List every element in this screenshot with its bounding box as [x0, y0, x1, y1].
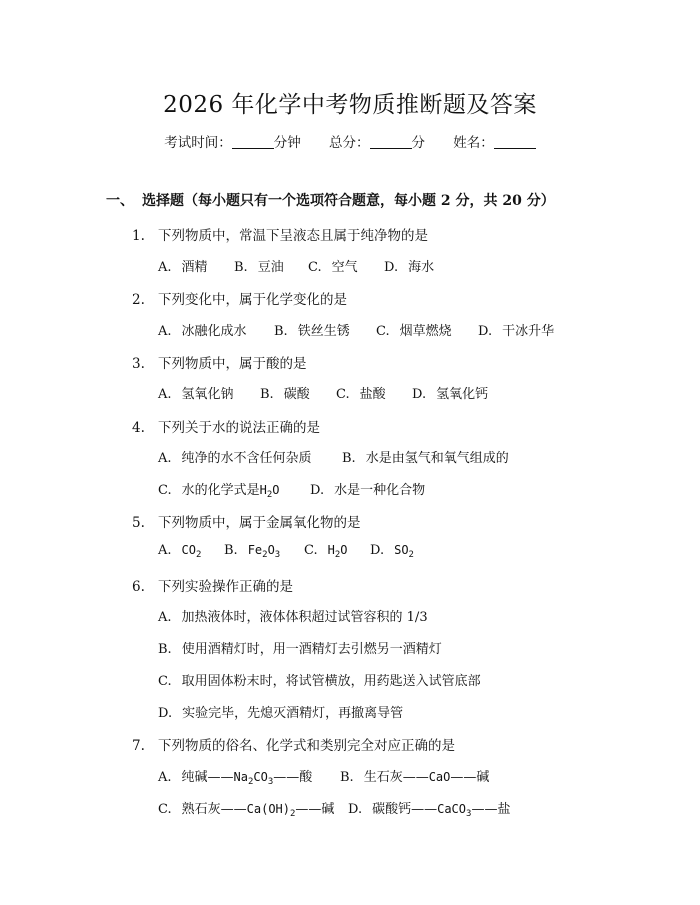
option-text: 干冰升华 [502, 324, 555, 339]
option-text: 烟草燃烧 [399, 324, 452, 339]
chemical-formula [327, 543, 348, 560]
question-number: 5. [132, 515, 145, 531]
formula-part: Fe [247, 543, 263, 557]
answer-option[interactable] [308, 256, 358, 275]
formula-part: H [327, 543, 335, 557]
chemical-formula [259, 483, 280, 500]
answer-option[interactable] [224, 543, 280, 558]
question-text: 下列实验操作正确的是 [158, 579, 293, 595]
answer-option[interactable] [158, 638, 442, 657]
option-suffix: ——碱 [295, 802, 335, 817]
option-letter: A. [158, 543, 172, 558]
exam-time-label: 考试时间： [164, 135, 232, 151]
option-text: 盐酸 [359, 387, 386, 402]
answer-option[interactable] [158, 383, 234, 402]
formula-part: SO [394, 543, 409, 557]
question-number: 1. [132, 228, 145, 244]
question-text: 下列物质中，属于金属氧化物的是 [158, 515, 361, 531]
option-text: 水是由氢气和氧气组成的 [365, 451, 509, 466]
option-letter: A. [158, 387, 172, 402]
option-letter: B. [234, 260, 248, 275]
option-letter: A. [158, 451, 172, 466]
formula-part: Na [233, 770, 248, 784]
option-text: 使用酒精灯时，用一酒精灯去引燃另一酒精灯 [181, 642, 442, 657]
formula-subscript: 2 [195, 550, 202, 560]
formula-part: Ca(OH) [246, 802, 290, 816]
section-heading [106, 190, 555, 210]
formula-subscript: 2 [290, 809, 296, 819]
answer-option[interactable] [384, 256, 434, 275]
question-stem [132, 352, 307, 372]
formula-subscript: 2 [266, 490, 273, 500]
option-letter: A. [158, 260, 172, 275]
formula-part: O [272, 483, 280, 497]
option-text: 空气 [331, 260, 358, 275]
answer-option[interactable] [304, 543, 348, 558]
answer-option[interactable] [370, 543, 414, 558]
chemical-formula [181, 543, 202, 560]
exam-time-field [164, 131, 301, 151]
option-letter: D. [412, 387, 427, 402]
option-letter: B. [342, 451, 356, 466]
option-text: 碳酸钙—— [372, 802, 438, 817]
formula-part: CO [253, 770, 268, 784]
option-text: 氢氧化钠 [181, 387, 234, 402]
chemical-formula [429, 770, 451, 784]
question-number: 6. [132, 579, 145, 595]
option-letter: C. [158, 802, 172, 817]
option-text: 纯碱—— [181, 770, 234, 785]
student-name-field [453, 131, 536, 151]
option-text: 冰融化成水 [181, 324, 247, 339]
answer-option[interactable] [412, 383, 488, 402]
answer-option[interactable] [158, 256, 208, 275]
chemical-formula [247, 543, 281, 560]
answer-option[interactable] [158, 606, 428, 625]
answer-option[interactable] [158, 766, 312, 785]
option-text: 熟石灰—— [181, 802, 247, 817]
formula-subscript: 2 [248, 777, 254, 787]
formula-subscript: 2 [262, 550, 268, 560]
option-text: 取用固体粉末时，将试管横放，用药匙送入试管底部 [181, 674, 481, 689]
total-score-unit: 分 [411, 135, 425, 151]
question-stem [132, 416, 320, 436]
option-text: 实验完毕，先熄灭酒精灯，再撤离导管 [182, 706, 404, 721]
option-text: 生石灰—— [363, 770, 429, 785]
answer-option[interactable] [158, 479, 280, 498]
option-letter: B. [340, 770, 354, 785]
exam-time-blank[interactable] [232, 136, 274, 149]
option-text: 铁丝生锈 [297, 324, 350, 339]
question-number: 2. [132, 292, 145, 308]
answer-option[interactable] [158, 702, 403, 721]
formula-subscript: 3 [274, 550, 281, 560]
chemical-formula [437, 802, 472, 819]
question-text: 下列变化中，属于化学变化的是 [158, 292, 347, 308]
answer-option[interactable] [340, 766, 489, 785]
answer-option[interactable] [342, 447, 509, 466]
option-text: 纯净的水不含任何杂质 [181, 451, 312, 466]
answer-option[interactable] [158, 320, 247, 339]
option-suffix: ——碱 [450, 770, 490, 785]
chemical-formula [246, 802, 296, 819]
formula-part: CaCO [437, 802, 467, 816]
option-letter: A. [158, 770, 172, 785]
answer-option[interactable] [348, 798, 510, 817]
option-suffix: ——酸 [273, 770, 313, 785]
option-letter: B. [274, 324, 288, 339]
option-letter: C. [158, 483, 172, 498]
question-number: 3. [132, 356, 145, 372]
answer-option[interactable] [234, 256, 284, 275]
option-letter: D. [478, 324, 493, 339]
answer-option[interactable] [336, 383, 386, 402]
formula-part: O [267, 543, 275, 557]
formula-part: O [340, 543, 348, 557]
option-letter: A. [158, 324, 172, 339]
option-letter: B. [224, 543, 238, 558]
option-letter: D. [384, 260, 399, 275]
option-text: 水的化学式是 [181, 483, 260, 498]
chemical-formula [233, 770, 274, 787]
answer-option[interactable] [260, 383, 310, 402]
page-title: 2026 年化学中考物质推断题及答案 [163, 92, 537, 118]
option-text: 豆油 [257, 260, 284, 275]
option-text: 酒精 [181, 260, 208, 275]
option-letter: D. [158, 706, 173, 721]
total-score-label: 总分： [329, 135, 370, 151]
question-number: 7. [132, 738, 145, 754]
formula-part: CO [181, 543, 196, 557]
option-letter: B. [158, 642, 172, 657]
section-text: 选择题（每小题只有一个选项符合题意，每小题 2 分，共 20 分） [142, 193, 555, 209]
formula-part: H [259, 483, 267, 497]
formula-subscript: 3 [466, 809, 472, 819]
question-number: 4. [132, 420, 145, 436]
formula-subscript: 3 [267, 777, 274, 787]
option-suffix: ——盐 [471, 802, 511, 817]
option-text: 加热液体时，液体体积超过试管容积的 1/3 [181, 610, 428, 625]
answer-option[interactable] [376, 320, 452, 339]
answer-option[interactable] [158, 670, 481, 689]
option-letter: C. [336, 387, 350, 402]
answer-option[interactable] [274, 320, 350, 339]
option-text: 碳酸 [283, 387, 310, 402]
option-letter: C. [304, 543, 318, 558]
answer-option[interactable] [158, 543, 201, 558]
option-letter: D. [370, 543, 385, 558]
formula-subscript: 2 [334, 550, 341, 560]
option-letter: C. [308, 260, 322, 275]
exam-info [0, 131, 700, 151]
question-stem [132, 288, 347, 308]
option-letter: D. [310, 483, 325, 498]
option-text: 海水 [408, 260, 435, 275]
section-number: 一、 [106, 193, 134, 209]
answer-option[interactable] [158, 447, 312, 466]
student-name-label: 姓名： [453, 135, 494, 151]
question-stem [132, 575, 293, 595]
option-text: 水是一种化合物 [334, 483, 426, 498]
answer-option[interactable] [478, 320, 554, 339]
option-letter: C. [376, 324, 390, 339]
question-stem [132, 224, 428, 244]
formula-subscript: 2 [408, 550, 414, 560]
option-letter: A. [158, 610, 172, 625]
question-text: 下列物质的俗名、化学式和类别完全对应正确的是 [158, 738, 455, 754]
chemical-formula [394, 543, 414, 560]
option-text: 氢氧化钙 [436, 387, 489, 402]
question-stem [132, 734, 455, 754]
student-name-blank[interactable] [494, 136, 536, 149]
answer-option[interactable] [310, 479, 425, 498]
question-text: 下列物质中，常温下呈液态且属于纯净物的是 [158, 228, 428, 244]
option-letter: D. [348, 802, 363, 817]
question-text: 下列关于水的说法正确的是 [158, 420, 320, 436]
option-letter: C. [158, 674, 172, 689]
question-text: 下列物质中，属于酸的是 [158, 356, 307, 372]
question-stem [132, 511, 361, 531]
formula-part: CaO [428, 770, 451, 784]
option-letter: B. [260, 387, 274, 402]
total-score-field [329, 131, 425, 151]
answer-option[interactable] [158, 798, 334, 817]
total-score-blank[interactable] [370, 136, 412, 149]
exam-time-unit: 分钟 [273, 135, 301, 151]
